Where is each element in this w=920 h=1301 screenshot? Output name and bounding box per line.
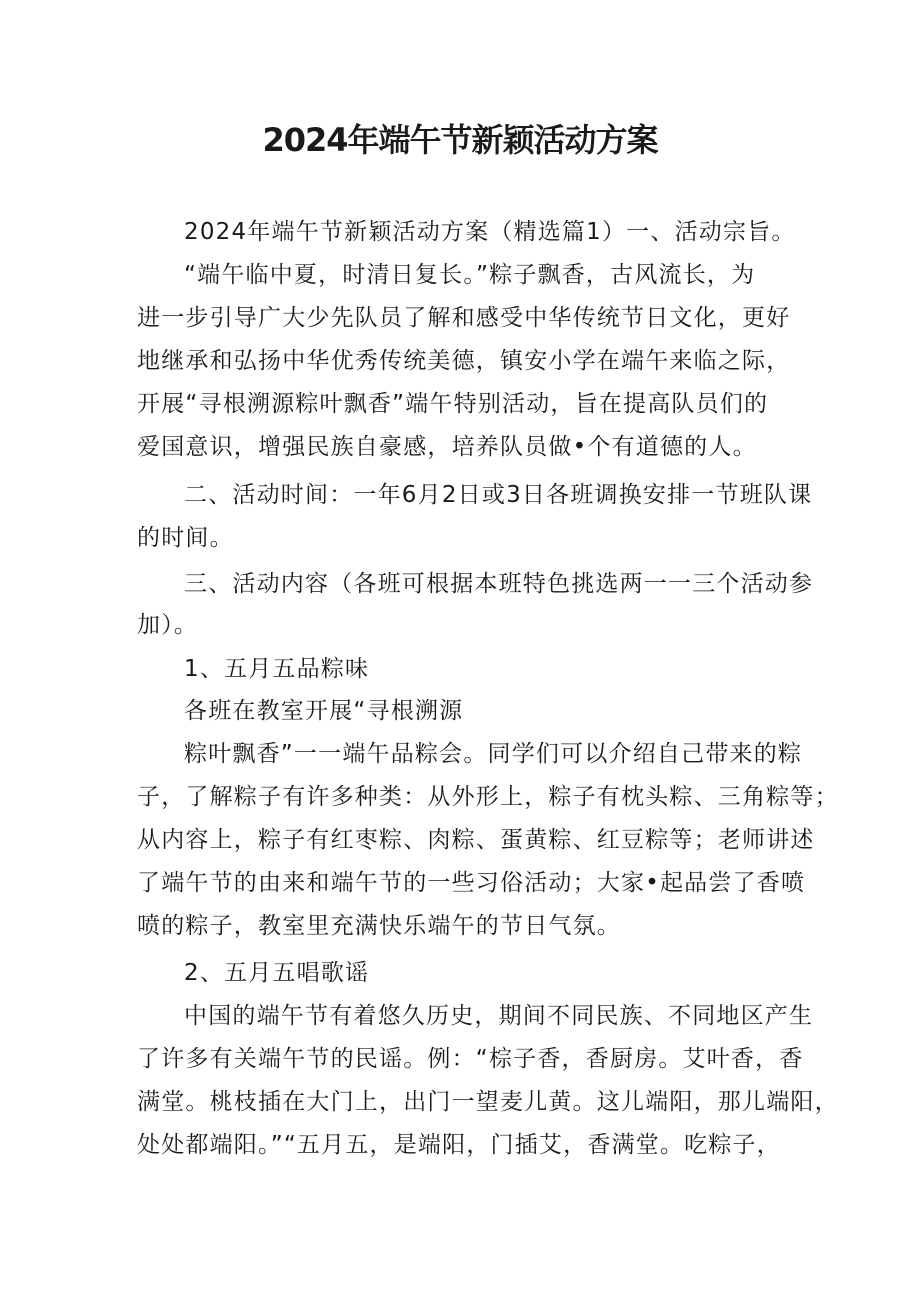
text-line: 的时间。 [137, 525, 234, 551]
text-line: 从内容上，粽子有红枣粽、肉粽、蛋黄粽、红豆粽等；老师讲述 [137, 827, 815, 853]
text-line: 中国的端午节有着悠久历史，期间不同民族、不同地区产生 [184, 1003, 814, 1029]
text-line: 子，了解粽子有许多种类：从外形上，粽子有枕头粽、三角粽等； [137, 784, 839, 810]
text-line: 2、五月五唱歌谣 [184, 960, 370, 986]
text-line: 1、五月五品粽味 [184, 656, 370, 682]
text-line: 爱国意识，增强民族自豪感，培养队员做•个有道德的人。 [137, 434, 757, 460]
text-line: 处处都端阳。”“五月五，是端阳，门插艾，香满堂。吃粽子， [137, 1132, 781, 1158]
text-line: 了许多有关端午节的民谣。例：“棕子香，香厨房。艾叶香，香 [137, 1046, 804, 1072]
document-title: 2024年端午节新颖活动方案 [262, 121, 658, 159]
text-line: 喷的粽子，教室里充满快乐端午的节日气氛。 [137, 913, 621, 939]
text-line: “端午临中夏，时清日复长。”粽子飘香，古风流长，为 [184, 262, 756, 288]
text-line: 地继承和弘扬中华优秀传统美德，镇安小学在端午来临之际， [137, 348, 791, 374]
text-line: 2024年端午节新颖活动方案（精选篇1）一、活动宗旨。 [184, 219, 796, 245]
text-line: 满堂。桃枝插在大门上，出门一望麦儿黄。这儿端阳，那儿端阳， [137, 1089, 839, 1115]
text-line: 了端午节的由来和端午节的一些习俗活动；大家•起品尝了香喷 [137, 870, 806, 896]
text-line: 三、活动内容（各班可根据本班特色挑选两一一三个活动参 [184, 571, 814, 597]
text-line: 各班在教室开展“寻根溯源 [184, 698, 464, 724]
text-line: 开展“寻根溯源粽叶飘香”端午特别活动，旨在提高队员们的 [137, 391, 769, 417]
text-line: 进一步引导广大少先队员了解和感受中华传统节日文化，更好 [137, 305, 791, 331]
text-line: 加）。 [137, 612, 199, 638]
text-line: 二、活动时间：一年6月2日或3日各班调换安排一节班队课 [184, 482, 813, 508]
text-line: 粽叶飘香”一一端午品粽会。同学们可以介绍自己带来的粽 [184, 741, 803, 767]
